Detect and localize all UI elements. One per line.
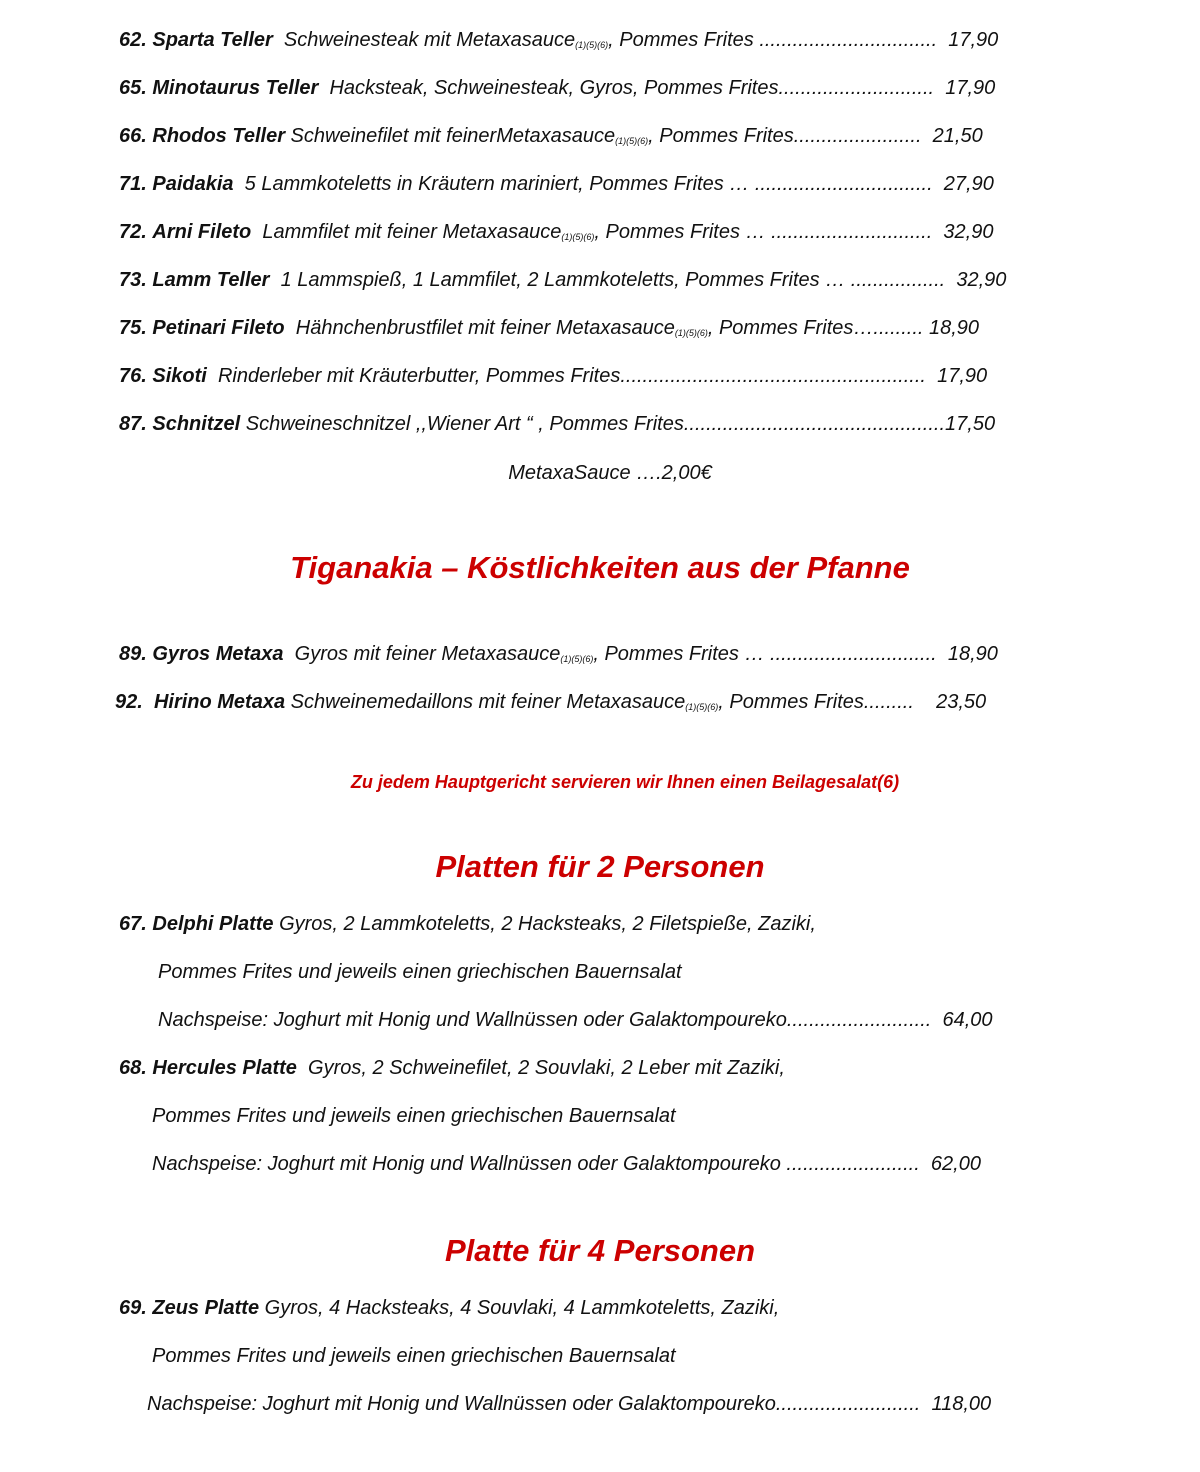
item-description-rest: , Pommes Frites [648, 125, 794, 147]
platter-description-line: Pommes Frites und jeweils einen griechischen Bauernsalat [152, 1345, 676, 1367]
item-leader-dots: …......... [853, 317, 924, 339]
item-allergens: (1)(5)(6) [674, 328, 708, 338]
platter-item [119, 912, 816, 936]
item-leader-dots: ....................... [793, 125, 922, 147]
item-leader-dots: .......................... [775, 1393, 921, 1415]
item-number: 62. [119, 29, 147, 51]
menu-item [119, 268, 1006, 292]
menu-item [119, 642, 998, 671]
item-leader-dots: ....................................................... [620, 365, 926, 387]
item-description-rest: , Pommes Frites [707, 317, 854, 339]
platter-dessert-line [152, 1152, 981, 1176]
item-name: Sikoti [152, 365, 207, 387]
item-description: Gyros, 2 Lammkoteletts, 2 Hacksteaks, 2 Filetspieße, Zaziki, [279, 913, 816, 935]
item-price: 64,00 [942, 1009, 993, 1031]
item-name: Hercules Platte [152, 1057, 297, 1079]
menu-item [115, 690, 986, 719]
item-number: 68. [119, 1057, 147, 1079]
item-leader-dots: ................................ [754, 173, 933, 195]
item-price: 17,90 [948, 29, 999, 51]
section-heading-tiganakia: Tiganakia – Köstlichkeiten aus der Pfanne [290, 550, 910, 585]
item-number: 75. [119, 317, 147, 339]
item-description: 1 Lammspieß, 1 Lammfilet, 2 Lammkoteletts, Pommes Frites … [280, 269, 851, 291]
item-price: 17,50 [945, 413, 996, 435]
item-description: Hacksteak, Schweinesteak, Gyros, Pommes Frites [329, 77, 779, 99]
item-number: 89. [119, 643, 147, 665]
item-number: 87. [119, 413, 147, 435]
item-dessert: Nachspeise: Joghurt mit Honig und Wallnüssen oder Galaktompoureko [158, 1009, 787, 1031]
item-description: Rinderleber mit Kräuterbutter, Pommes Frites [217, 365, 621, 387]
item-description: 5 Lammkoteletts in Kräutern mariniert, Pommes Frites … [244, 173, 755, 195]
menu-item [119, 316, 979, 345]
side-salad-note: Zu jedem Hauptgericht servieren wir Ihnen einen Beilagesalat(6) [350, 772, 900, 792]
item-description: Hähnchenbrustfilet mit feiner Metaxasauce [295, 317, 675, 339]
item-number: 72. [119, 221, 147, 243]
menu-item [119, 412, 995, 436]
item-leader-dots: .............................. [770, 643, 937, 665]
item-description: Lammfilet mit feiner Metaxasauce [262, 221, 562, 243]
item-name: Petinari Fileto [152, 317, 285, 339]
item-price: 18,90 [947, 643, 998, 665]
platter-description-line: Pommes Frites und jeweils einen griechischen Bauernsalat [158, 961, 682, 983]
platter-dessert-line [158, 1008, 993, 1032]
item-name: Paidakia [152, 173, 234, 195]
item-description: Gyros, 4 Hacksteaks, 4 Souvlaki, 4 Lammkoteletts, Zaziki, [264, 1297, 780, 1319]
item-leader-dots: ............................................... [683, 413, 946, 435]
menu-item [119, 220, 993, 249]
item-description-rest: , Pommes Frites [718, 691, 864, 713]
item-leader-dots: ................................ [759, 29, 938, 51]
item-name: Delphi Platte [152, 913, 274, 935]
platter-description-line: Pommes Frites und jeweils einen griechischen Bauernsalat [152, 1105, 676, 1127]
item-number: 92. [115, 691, 143, 713]
metaxa-sauce-extra: MetaxaSauce ….2,00€ [508, 462, 712, 484]
item-number: 65. [119, 77, 147, 99]
item-number: 71. [119, 173, 147, 195]
menu-item [119, 28, 998, 57]
item-description: Schweinemedaillons mit feiner Metaxasauce [290, 691, 686, 713]
item-description: Schweinefilet mit feinerMetaxasauce [290, 125, 616, 147]
platter-item [119, 1296, 779, 1320]
item-description: Gyros mit feiner Metaxasauce [294, 643, 561, 665]
item-number: 66. [119, 125, 147, 147]
item-allergens: (1)(5)(6) [685, 702, 719, 712]
item-description-rest: , Pommes Frites … [593, 643, 771, 665]
item-leader-dots: .......................... [786, 1009, 932, 1031]
item-price: 17,90 [937, 365, 988, 387]
item-dessert: Nachspeise: Joghurt mit Honig und Wallnüssen oder Galaktompoureko [147, 1393, 776, 1415]
section-heading-platten-2-personen: Platten für 2 Personen [435, 849, 765, 884]
item-leader-dots: ................. [850, 269, 946, 291]
item-leader-dots: ............................ [778, 77, 935, 99]
platter-item [119, 1056, 785, 1080]
item-price: 18,90 [929, 317, 980, 339]
menu-item [119, 124, 983, 153]
item-number: 73. [119, 269, 147, 291]
item-number: 69. [119, 1297, 147, 1319]
item-allergens: (1)(5)(6) [615, 136, 649, 146]
item-name: Gyros Metaxa [152, 643, 284, 665]
item-allergens: (1)(5)(6) [561, 232, 595, 242]
item-dessert: Nachspeise: Joghurt mit Honig und Wallnüssen oder Galaktompoureko [152, 1153, 787, 1175]
item-price: 62,00 [930, 1153, 981, 1175]
item-price: 17,90 [945, 77, 996, 99]
item-description-rest: , Pommes Frites [608, 29, 760, 51]
item-name: Arni Fileto [152, 221, 252, 243]
item-leader-dots: ........................ [786, 1153, 920, 1175]
item-price: 118,00 [931, 1393, 992, 1415]
item-description-rest: , Pommes Frites … [594, 221, 772, 243]
menu-item [119, 172, 994, 196]
item-price: 23,50 [936, 691, 987, 713]
item-name: Minotaurus Teller [152, 77, 319, 99]
section-heading-platte-4-personen: Platte für 4 Personen [444, 1233, 756, 1268]
item-price: 21,50 [932, 125, 983, 147]
item-description: Schweineschnitzel ,,Wiener Art “ , Pommes Frites [245, 413, 684, 435]
item-price: 27,90 [943, 173, 994, 195]
item-number: 67. [119, 913, 147, 935]
platter-dessert-line [147, 1392, 991, 1416]
item-allergens: (1)(5)(6) [575, 40, 609, 50]
item-leader-dots: ............................. [771, 221, 933, 243]
item-name: Lamm Teller [152, 269, 270, 291]
item-leader-dots: ......... [863, 691, 914, 713]
item-number: 76. [119, 365, 147, 387]
item-name: Hirino Metaxa [153, 691, 286, 713]
item-name: Rhodos Teller [152, 125, 285, 147]
item-price: 32,90 [943, 221, 994, 243]
item-name: Sparta Teller [152, 29, 273, 51]
item-description: Gyros, 2 Schweinefilet, 2 Souvlaki, 2 Leber mit Zaziki, [308, 1057, 785, 1079]
item-allergens: (1)(5)(6) [560, 654, 594, 664]
item-description: Schweinesteak mit Metaxasauce [283, 29, 576, 51]
menu-item [119, 76, 995, 100]
item-name: Schnitzel [152, 413, 241, 435]
item-price: 32,90 [956, 269, 1007, 291]
menu-item [119, 364, 987, 388]
item-name: Zeus Platte [152, 1297, 260, 1319]
